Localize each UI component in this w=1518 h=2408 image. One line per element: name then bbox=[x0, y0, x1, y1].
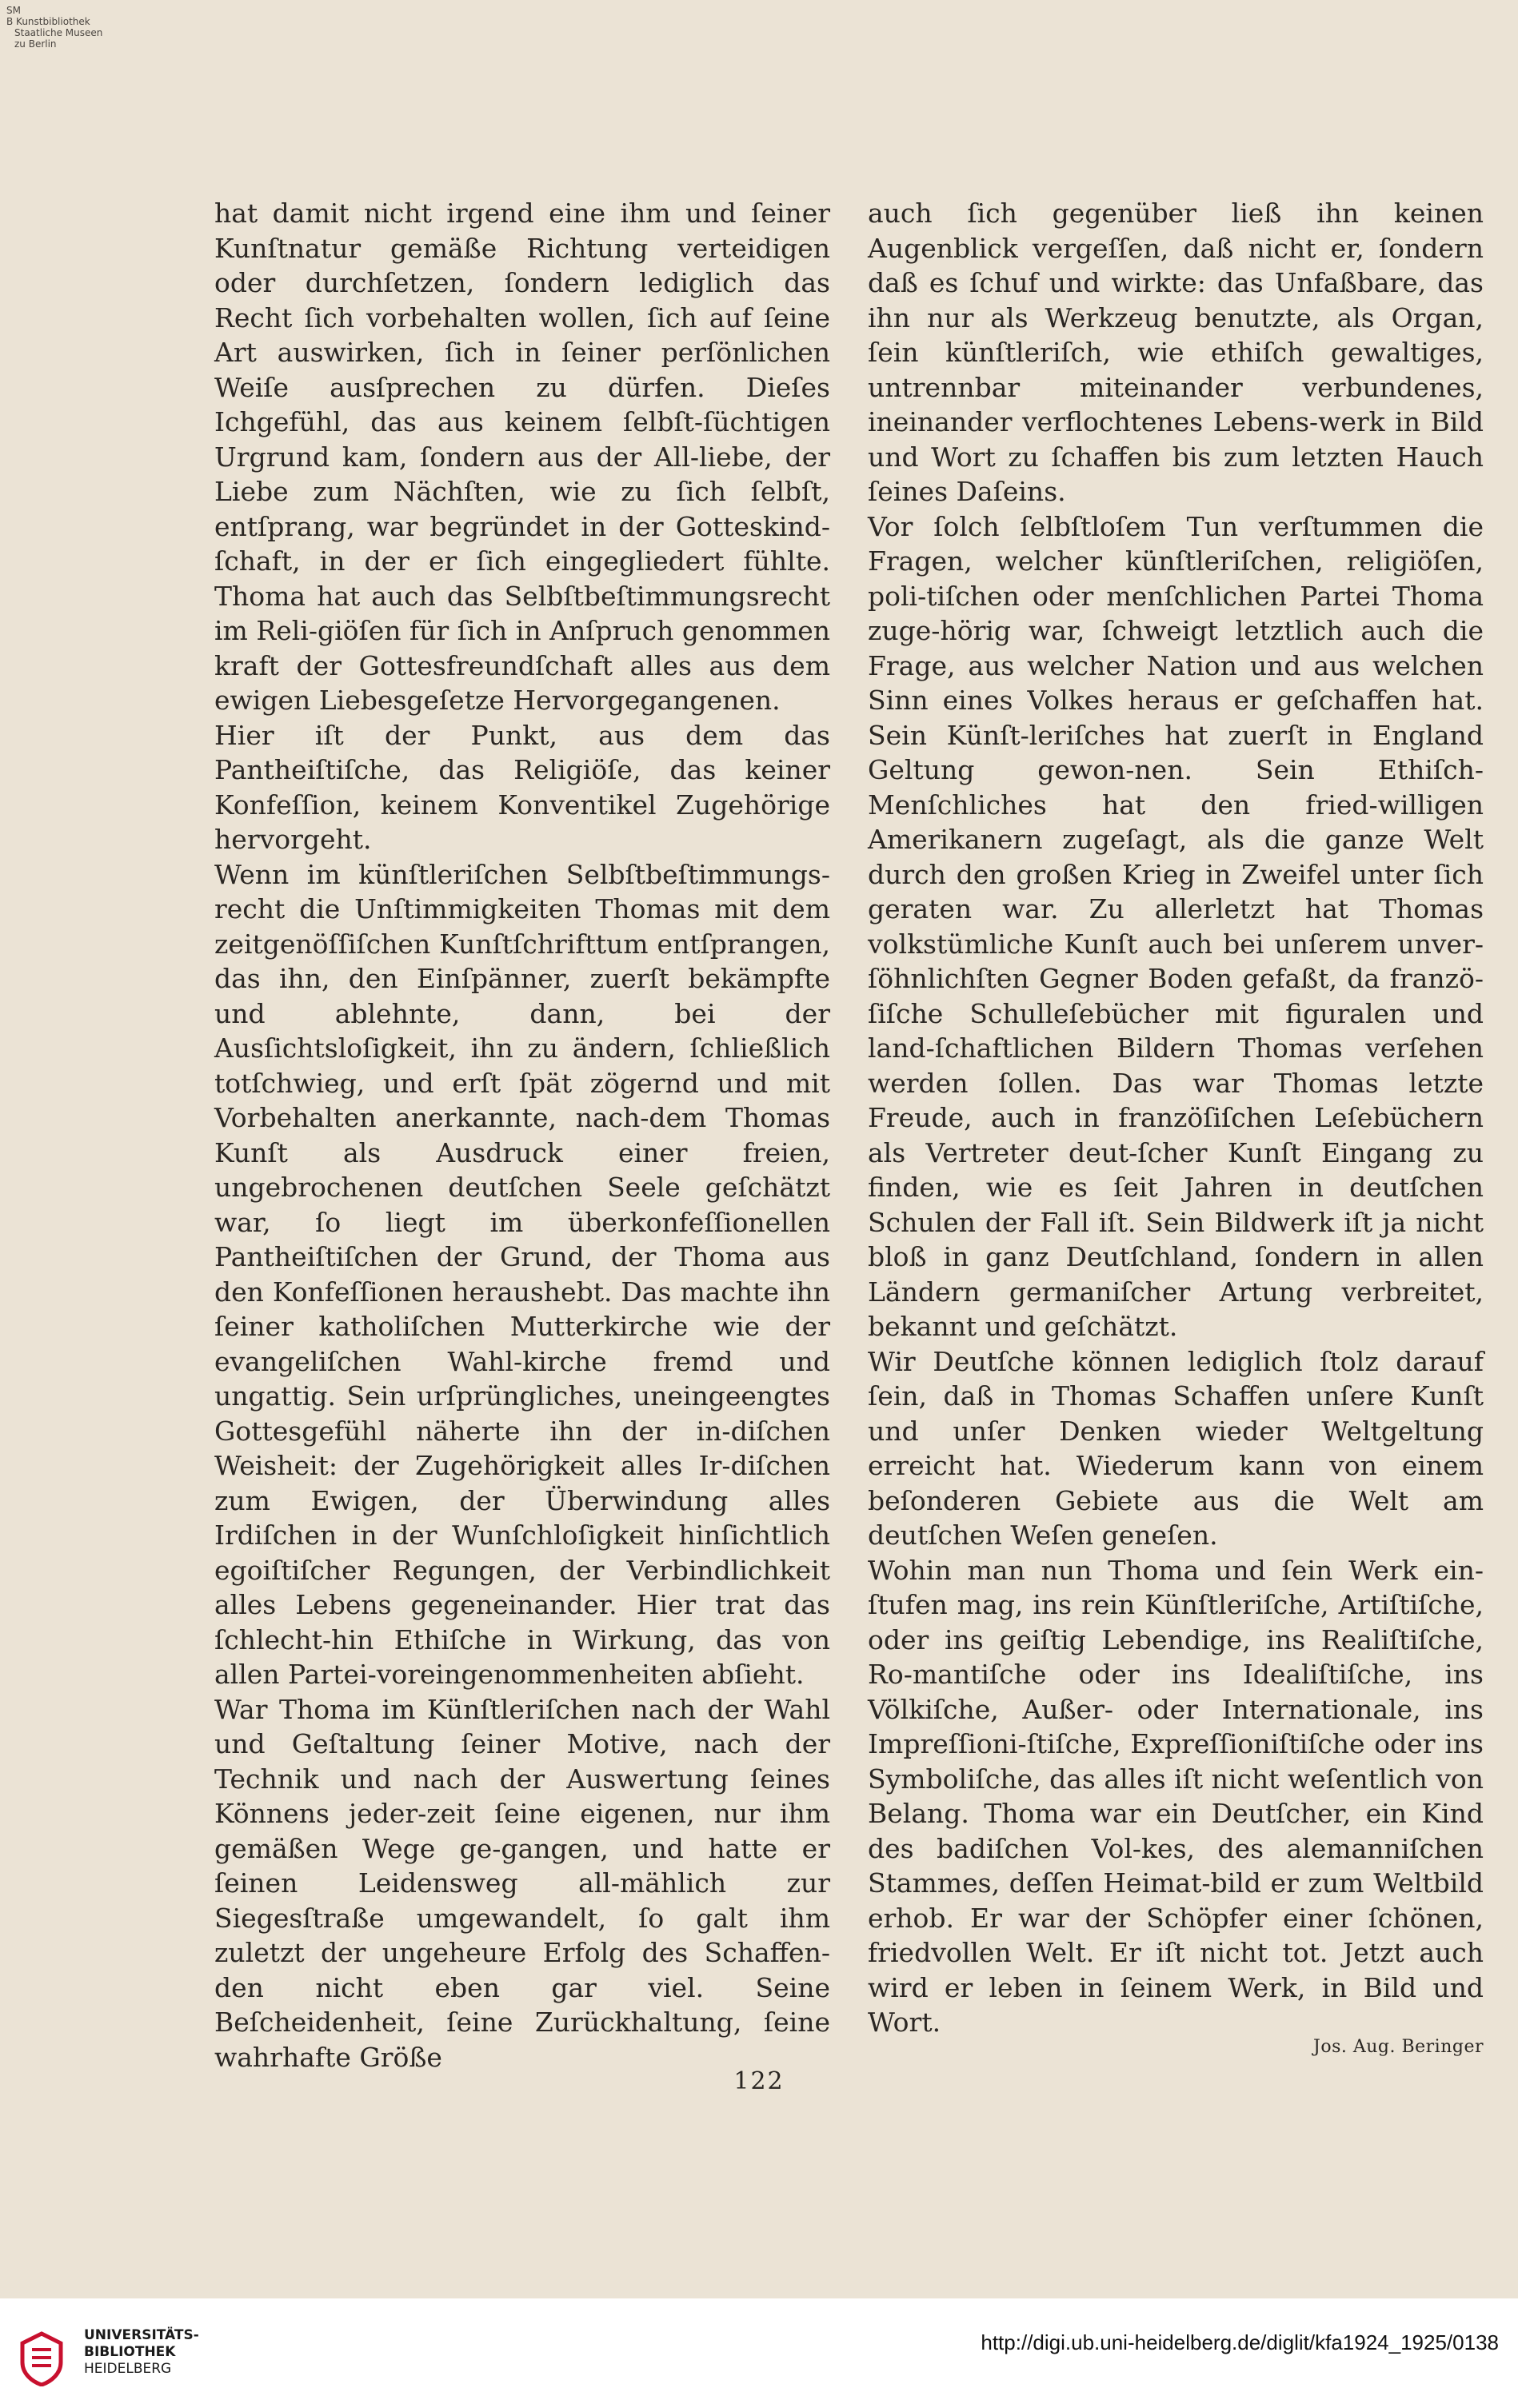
page-number: 122 bbox=[733, 2067, 785, 2095]
library-stamp bbox=[6, 5, 102, 50]
paragraph: Wenn im künſtleriſchen Selbſtbeſtimmungs-recht die Unſtimmigkeiten Thomas mit dem zeitgenöſſiſchen Kunſtſchrifttum entſprangen, das ihn, den Einſpänner, zuerſt bekämpfte und ablehnte, dann, bei der Ausſichtsloſigkeit, ihn zu ändern, ſchließlich totſchwieg, und erſt ſpät zögernd und mit Vorbehalten anerkannte, nach-dem Thomas Kunſt als Ausdruck einer freien, ungebrochenen deutſchen Seele geſchätzt war, ſo liegt im überkonfeſſionellen Pantheiſtiſchen der Grund, der Thoma aus den Konfeſſionen heraushebt. Das machte ihn ſeiner katholiſchen Mutterkirche wie der evangeliſchen Wahl-kirche fremd und ungattig. Sein urſprüngliches, uneingeengtes Gottesgefühl näherte ihn der in-diſchen Weisheit: der Zugehörigkeit alles Ir-diſchen zum Ewigen, der Überwindung alles Irdiſchen in der Wunſchloſigkeit hinſichtlich egoiſtiſcher Regungen, der Verbindlichkeit alles Lebens gegeneinander. Hier trat das ſchlecht-hin Ethiſche in Wirkung, das von allen Partei-voreingenommenheiten abſieht. bbox=[214, 858, 830, 1690]
document-url[interactable]: http://digi.ub.uni-heidelberg.de/diglit/kfa1924_1925/0138 bbox=[981, 2330, 1499, 2354]
library-name-line: UNIVERSITÄTS- bbox=[84, 2327, 199, 2343]
paragraph: War Thoma im Künſtleriſchen nach der Wahl und Geſtaltung ſeiner Motive, nach der Technik und nach der Auswertung ſeines Könnens jeder-zeit ſeine eigenen, nur ihm gemäßen Wege ge-gangen, und hatte er ſeinen Leidensweg all-mählich zur Siegesſtraße umgewandelt, ſo galt ihm zuletzt der ungeheure Erfolg des Schaffen-den nicht eben gar viel. Seine Beſcheidenheit, ſeine Zurückhaltung, ſeine wahrhafte Größe bbox=[214, 1693, 830, 2073]
stamp-line: B Kunstbibliothek bbox=[6, 16, 90, 27]
university-seal-icon bbox=[18, 2330, 66, 2386]
author-signature: Jos. Aug. Beringer bbox=[1313, 2036, 1484, 2057]
library-name bbox=[84, 2327, 199, 2378]
paragraph: auch ſich gegenüber ließ ihn keinen Augenblick vergeſſen, daß nicht er, ſondern daß es ſchuf und wirkte: das Unfaßbare, das ihn nur als Werkzeug benutzte, als Organ, ſein künſtleriſch, wie ethiſch gewaltiges, untrennbar miteinander verbundenes, ineinander verflochtenes Lebens-werk in Bild und Wort zu ſchaffen bis zum letzten Hauch ſeines Daſeins. bbox=[868, 198, 1484, 507]
stamp-line: zu Berlin bbox=[14, 38, 57, 50]
stamp-line: SM bbox=[6, 5, 21, 16]
stamp-line: Staatliche Museen bbox=[14, 27, 103, 38]
library-name-line: BIBLIOTHEK bbox=[84, 2344, 176, 2360]
library-name-line: HEIDELBERG bbox=[84, 2361, 172, 2377]
footer-bar bbox=[0, 2298, 1518, 2408]
right-text-column bbox=[868, 196, 1484, 2059]
left-text-column bbox=[214, 196, 830, 2075]
paragraph: hat damit nicht irgend eine ihm und ſeiner Kunſtnatur gemäße Richtung verteidigen oder durchſetzen, ſondern lediglich das Recht ſich vorbehalten wollen, ſich auf ſeine Art auswirken, ſich in ſeiner perſönlichen Weiſe ausſprechen zu dürfen. Dieſes Ichgefühl, das aus keinem ſelbſt-ſüchtigen Urgrund kam, ſondern aus der All-liebe, der Liebe zum Nächſten, wie zu ſich ſelbſt, entſprang, war begründet in der Gotteskind-ſchaft, in der er ſich eingegliedert fühlte. Thoma hat auch das Selbſtbeſtimmungsrecht im Reli-giöſen für ſich in Anſpruch genommen kraft der Gottesfreundſchaft alles aus dem ewigen Liebesgeſetze Hervorgegangenen. bbox=[214, 198, 830, 716]
paragraph: Hier iſt der Punkt, aus dem das Pantheiſtiſche, das Religiöſe, das keiner Konfeſſion, keinem Konventikel Zugehörige hervorgeht. bbox=[214, 719, 830, 855]
paragraph: Vor ſolch ſelbſtloſem Tun verſtummen die Fragen, welcher künſtleriſchen, religiöſen, poli-tiſchen oder menſchlichen Partei Thoma zuge-hörig war, ſchweigt letztlich auch die Frage, aus welcher Nation und aus welchen Sinn eines Volkes heraus er geſchaffen hat. Sein Künſt-leriſches hat zuerſt in England Geltung gewon-nen. Sein Ethiſch-Menſchliches hat den fried-willigen Amerikanern zugeſagt, als die ganze Welt durch den großen Krieg in Zweifel unter ſich geraten war. Zu allerletzt hat Thomas volkstümliche Kunſt auch bei unſerem unver-ſöhnlichſten Gegner Boden gefaßt, da franzö-ſiſche Schulleſebücher mit figuralen und land-ſchaftlichen Bildern Thomas verſehen werden ſollen. Das war Thomas letzte Freude, auch in franzöſiſchen Leſebüchern als Vertreter deut-ſcher Kunſt Eingang zu finden, wie es ſeit Jahren in deutſchen Schulen der Fall iſt. Sein Bildwerk iſt ja nicht bloß in ganz Deutſchland, ſondern in allen Ländern germaniſcher Artung verbreitet, bekannt und geſchätzt. bbox=[868, 510, 1484, 1342]
paragraph: Wohin man nun Thoma und ſein Werk ein-ſtufen mag, ins rein Künſtleriſche, Artiſtiſche, oder ins geiſtig Lebendige, ins Realiſtiſche, Ro-mantiſche oder ins Idealiſtiſche, ins Völkiſche, Außer- oder Internationale, ins Impreſſioni-ſtiſche, Expreſſioniſtiſche oder ins Symboliſche, das alles iſt nicht weſentlich von Belang. Thoma war ein Deutſcher, ein Kind des badiſchen Vol-kes, des alemanniſchen Stammes, deſſen Heimat-bild er zum Weltbild erhob. Er war der Schöpfer einer ſchönen, friedvollen Welt. Er iſt nicht tot. Jetzt auch wird er leben in ſeinem Werk, in Bild und Wort. bbox=[868, 1554, 1484, 2038]
paragraph: Wir Deutſche können lediglich ſtolz darauf ſein, daß in Thomas Schaffen unſere Kunſt und unſer Denken wieder Weltgeltung erreicht hat. Wiederum kann von einem beſonderen Gebiete aus die Welt am deutſchen Weſen geneſen. bbox=[868, 1345, 1484, 1551]
